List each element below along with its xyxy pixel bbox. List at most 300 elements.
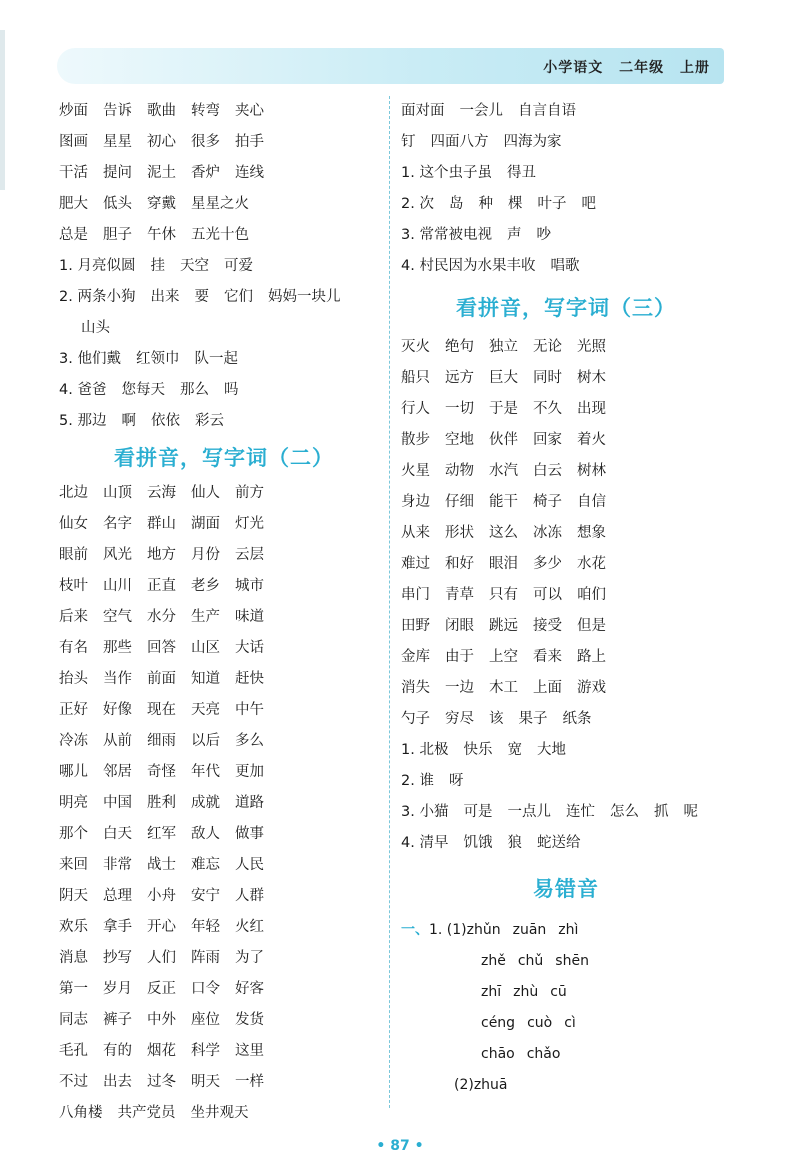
answer-line	[401, 127, 731, 158]
answer-word: 回家	[533, 432, 562, 448]
answer-word: 人群	[235, 888, 264, 904]
answer-word: 那么	[179, 382, 209, 398]
answer-word: 一会儿	[459, 103, 503, 119]
answer-word: 转弯	[191, 103, 220, 119]
pinyin-item: cuò	[527, 1015, 553, 1031]
answer-word: 回答	[147, 640, 176, 656]
answer-word: 来回	[59, 857, 88, 873]
answer-word: 一边	[445, 680, 474, 696]
answer-word: 1. 这个虫子虽	[401, 165, 492, 181]
answer-line	[59, 819, 379, 850]
answer-word: 挂	[150, 258, 165, 274]
answer-word: 船只	[401, 370, 430, 386]
pinyin-item: céng	[481, 1015, 516, 1031]
answer-word: 空气	[103, 609, 132, 625]
answer-word: 中外	[147, 1012, 176, 1028]
pinyin-item: zhù	[513, 984, 539, 1000]
answer-word: 纸条	[562, 711, 592, 727]
answer-word: 空地	[445, 432, 474, 448]
answer-word: 天亮	[191, 702, 220, 718]
answer-word: 青草	[445, 587, 474, 603]
answer-word: 生产	[191, 609, 220, 625]
answer-word: 棵	[507, 196, 523, 212]
answer-word: 冰冻	[533, 525, 562, 541]
answer-word: 那个	[59, 826, 88, 842]
section-title-3: 看拼音，写字词（三）	[456, 296, 676, 320]
answer-word: 快乐	[463, 742, 493, 758]
answer-word: 连线	[235, 165, 264, 181]
answer-line	[59, 189, 379, 220]
answer-word: 北边	[59, 485, 88, 501]
answer-word: 有名	[59, 640, 88, 656]
answer-word: 冷冻	[59, 733, 88, 749]
right-block-1	[401, 96, 731, 282]
answer-word: 好客	[235, 981, 264, 997]
answer-word: 四面八方	[430, 134, 489, 150]
answer-word: 动物	[445, 463, 474, 479]
answer-word: 很多	[191, 134, 220, 150]
answer-word: 蛇送给	[536, 835, 581, 851]
answer-word: 灭火	[401, 339, 430, 355]
answer-word: 风光	[103, 547, 132, 563]
answer-word: 正直	[147, 578, 176, 594]
answer-line	[59, 757, 379, 788]
answer-word: 中国	[103, 795, 132, 811]
answer-word: 火星	[401, 463, 430, 479]
answer-word: 宽	[507, 742, 522, 758]
answer-word: 四海为家	[503, 134, 562, 150]
pinyin-item: zhě	[481, 953, 506, 969]
answer-word: 可是	[463, 804, 493, 820]
answer-word: 绝句	[445, 339, 474, 355]
answer-word: 串门	[401, 587, 430, 603]
answer-word: 拿手	[103, 919, 132, 935]
answer-word: 和好	[445, 556, 474, 572]
answer-line	[59, 602, 379, 633]
answer-word: 香炉	[191, 165, 220, 181]
answer-word: 初心	[147, 134, 176, 150]
header-grade: 二年级	[619, 60, 665, 76]
answer-line	[59, 633, 379, 664]
answer-word: 那些	[103, 640, 132, 656]
pinyin-item: shēn	[555, 953, 589, 969]
answer-word: 彩云	[194, 413, 224, 429]
answer-word: 形状	[445, 525, 474, 541]
answer-word: 知道	[191, 671, 220, 687]
answer-word: 消息	[59, 950, 88, 966]
answer-word: 红领巾	[135, 351, 180, 367]
answer-word: 白云	[533, 463, 562, 479]
answer-word: 开心	[147, 919, 176, 935]
answer-word: 五光十色	[191, 227, 249, 243]
left-block-2	[59, 478, 379, 1129]
pinyin-item: zuān	[512, 922, 547, 938]
answer-word: 告诉	[103, 103, 132, 119]
pinyin-item: chǎo	[526, 1046, 561, 1062]
page-number: • 87 •	[376, 1138, 424, 1154]
answer-word: 这么	[489, 525, 518, 541]
answer-line	[401, 518, 731, 549]
pinyin-row	[401, 1039, 731, 1070]
answer-word: 非常	[103, 857, 132, 873]
answer-word: 发货	[235, 1012, 264, 1028]
answer-word: 星星之火	[191, 196, 249, 212]
answer-word: 饥饿	[463, 835, 493, 851]
answer-word: 闭眼	[445, 618, 474, 634]
answer-word: 水花	[577, 556, 606, 572]
answer-word: 人们	[147, 950, 176, 966]
answer-word: 伙伴	[489, 432, 518, 448]
answer-word: 泥土	[147, 165, 176, 181]
section-title-4: 易错音	[533, 877, 599, 901]
answer-word: 水汽	[489, 463, 518, 479]
answer-word: 不过	[59, 1074, 88, 1090]
answer-word: 做事	[235, 826, 264, 842]
answer-word: 大地	[536, 742, 566, 758]
answer-word: 4. 清早	[401, 835, 449, 851]
answer-word: 第一	[59, 981, 88, 997]
answer-word: 岛	[448, 196, 464, 212]
answer-word: 山区	[191, 640, 220, 656]
answer-word: 科学	[191, 1043, 220, 1059]
answer-line	[59, 375, 379, 406]
answer-word: 抬头	[59, 671, 88, 687]
answer-line	[401, 189, 731, 220]
header-volume: 上册	[680, 60, 710, 76]
pinyin-row	[401, 915, 731, 946]
answer-line	[59, 158, 379, 189]
answer-word: 为了	[235, 950, 264, 966]
answer-word: 无论	[533, 339, 562, 355]
answer-word: 呀	[448, 773, 464, 789]
answer-word: 后来	[59, 609, 88, 625]
answer-line	[59, 127, 379, 158]
answer-word: 干活	[59, 165, 88, 181]
answer-word: 毛孔	[59, 1043, 88, 1059]
answer-line	[59, 695, 379, 726]
answer-word: 群山	[147, 516, 176, 532]
answer-word: 得丑	[506, 165, 536, 181]
answer-line	[59, 313, 379, 344]
answer-word: 抄写	[103, 950, 132, 966]
answer-word: 好像	[103, 702, 132, 718]
answer-line	[59, 220, 379, 251]
answer-word: 红军	[147, 826, 176, 842]
answer-word: 坐井观天	[190, 1105, 249, 1121]
answer-word: 出来	[150, 289, 180, 305]
answer-line	[59, 850, 379, 881]
answer-word: 枝叶	[59, 578, 88, 594]
pinyin-row	[401, 946, 731, 977]
answer-word: 裤子	[103, 1012, 132, 1028]
answer-line	[59, 664, 379, 695]
answer-word: 呢	[683, 804, 698, 820]
answer-word: 散步	[401, 432, 430, 448]
pinyin-item: cì	[564, 1015, 576, 1031]
answer-word: 3. 常常被电视	[401, 227, 492, 243]
answer-line	[401, 766, 731, 797]
answer-word: 果子	[518, 711, 548, 727]
answer-line	[59, 1098, 379, 1129]
answer-word: 味道	[235, 609, 264, 625]
answer-line	[401, 394, 731, 425]
answer-word: 中午	[235, 702, 264, 718]
answer-line	[401, 487, 731, 518]
answer-word: 仙人	[191, 485, 220, 501]
answer-word: 过冬	[147, 1074, 176, 1090]
answer-word: 小舟	[147, 888, 176, 904]
answer-word: 4. 村民因为水果丰收	[401, 258, 536, 274]
answer-word: 着火	[577, 432, 606, 448]
answer-word: 依依	[150, 413, 180, 429]
answer-line	[401, 580, 731, 611]
answer-word: 山川	[103, 578, 132, 594]
answer-word: 椅子	[533, 494, 562, 510]
answer-line	[401, 704, 731, 735]
answer-word: 火红	[235, 919, 264, 935]
answer-word: 穿戴	[147, 196, 176, 212]
answer-word: 它们	[223, 289, 253, 305]
answer-word: 同时	[533, 370, 562, 386]
answer-word: 多少	[533, 556, 562, 572]
answer-word: 身边	[401, 494, 430, 510]
answer-word: 啊	[121, 413, 136, 429]
answer-line	[401, 549, 731, 580]
answer-word: 1. 月亮似圆	[59, 258, 136, 274]
answer-line	[59, 1067, 379, 1098]
header-subject: 小学语文	[543, 60, 604, 76]
header-banner	[57, 48, 724, 84]
answer-word: 天空	[179, 258, 209, 274]
answer-word: 同志	[59, 1012, 88, 1028]
answer-word: 明天	[191, 1074, 220, 1090]
answer-word: 总是	[59, 227, 88, 243]
answer-line	[59, 540, 379, 571]
answer-line	[59, 478, 379, 509]
answer-word: 总理	[103, 888, 132, 904]
answer-word: 面对面	[401, 103, 445, 119]
answer-word: 口令	[191, 981, 220, 997]
answer-word: 可以	[533, 587, 562, 603]
answer-word: 2. 谁	[401, 773, 434, 789]
answer-word: 座位	[191, 1012, 220, 1028]
answer-word: 巨大	[489, 370, 518, 386]
answer-line	[59, 881, 379, 912]
answer-word: 1. 北极	[401, 742, 449, 758]
answer-word: 明亮	[59, 795, 88, 811]
answer-word: 湖面	[191, 516, 220, 532]
answer-word: 该	[489, 711, 504, 727]
answer-word: 声	[506, 227, 522, 243]
answer-word: 水分	[147, 609, 176, 625]
answer-word: 眼泪	[489, 556, 518, 572]
answer-word: 午休	[147, 227, 176, 243]
answer-word: 要	[194, 289, 209, 305]
answer-line	[59, 943, 379, 974]
answer-word: 肥大	[59, 196, 88, 212]
answer-word: 赶快	[235, 671, 264, 687]
pinyin-item: chāo	[481, 1046, 515, 1062]
answer-line	[59, 96, 379, 127]
answer-word: 炒面	[59, 103, 88, 119]
answer-word: 山顶	[103, 485, 132, 501]
answer-word: 怎么	[609, 804, 639, 820]
answer-word: 烟花	[147, 1043, 176, 1059]
answer-line	[401, 673, 731, 704]
answer-word: 队一起	[194, 351, 238, 367]
answer-word: 眼前	[59, 547, 88, 563]
left-column	[59, 96, 379, 1129]
right-column	[401, 96, 731, 1101]
answer-line	[59, 788, 379, 819]
answer-word: 叶子	[537, 196, 567, 212]
answer-word: 这里	[235, 1043, 264, 1059]
answer-word: 月份	[191, 547, 220, 563]
answer-line	[59, 406, 379, 437]
answer-word: 连忙	[565, 804, 595, 820]
answer-word: 一切	[445, 401, 474, 417]
answer-word: 老乡	[191, 578, 220, 594]
pinyin-rows	[401, 946, 731, 1070]
answer-line	[59, 974, 379, 1005]
answer-word: 钉	[401, 134, 416, 150]
answer-word: 妈妈一块儿	[267, 289, 341, 305]
answer-line	[59, 509, 379, 540]
answer-line	[59, 251, 379, 282]
answer-word: 夹心	[235, 103, 264, 119]
answer-word: 2. 次	[401, 196, 434, 212]
answer-word: 吵	[536, 227, 551, 243]
answer-word: 上空	[489, 649, 518, 665]
answer-word: 行人	[401, 401, 430, 417]
answer-word: 更加	[235, 764, 264, 780]
answer-word: 吗	[223, 382, 239, 398]
answer-word: 以后	[191, 733, 220, 749]
answer-line	[401, 251, 731, 282]
answer-word: 金库	[401, 649, 430, 665]
page-edge-shadow	[0, 30, 5, 190]
answer-word: 独立	[489, 339, 518, 355]
pinyin-item: zhì	[558, 922, 579, 938]
answer-line	[59, 726, 379, 757]
pinyin-answers	[401, 915, 731, 1101]
answer-word: 消失	[401, 680, 430, 696]
answer-word: 安宁	[191, 888, 220, 904]
pinyin-last: (2)zhuā	[454, 1077, 508, 1093]
answer-word: 星星	[103, 134, 132, 150]
answer-word: 想象	[577, 525, 606, 541]
answer-word: 地方	[147, 547, 176, 563]
left-block-1	[59, 96, 379, 437]
answer-word: 细雨	[147, 733, 176, 749]
question-label: 一、	[401, 922, 429, 938]
answer-word: 阴天	[59, 888, 88, 904]
answer-word: 欢乐	[59, 919, 88, 935]
answer-word: 人民	[235, 857, 264, 873]
answer-word: 仔细	[445, 494, 474, 510]
answer-line	[59, 1036, 379, 1067]
answer-word: 难忘	[191, 857, 220, 873]
answer-word: 名字	[103, 516, 132, 532]
answer-word: 可爱	[223, 258, 253, 274]
answer-word: 接受	[533, 618, 562, 634]
answer-word: 从来	[401, 525, 430, 541]
pinyin-row	[401, 1008, 731, 1039]
answer-word: 共产党员	[117, 1105, 176, 1121]
answer-word: 八角楼	[59, 1105, 103, 1121]
answer-word: 上面	[533, 680, 562, 696]
answer-word: 前方	[235, 485, 264, 501]
answer-word: 3. 小猫	[401, 804, 449, 820]
answer-word: 咱们	[577, 587, 606, 603]
answer-word: 勺子	[401, 711, 430, 727]
answer-word: 哪儿	[59, 764, 88, 780]
answer-line	[59, 344, 379, 375]
answer-word: 能干	[489, 494, 518, 510]
answer-word: 阵雨	[191, 950, 220, 966]
pinyin-item: zhǔn	[466, 922, 501, 938]
answer-word: 年轻	[191, 919, 220, 935]
answer-line	[59, 912, 379, 943]
answer-word: 4. 爸爸	[59, 382, 107, 398]
answer-word: 从前	[103, 733, 132, 749]
answer-word: 山头	[81, 320, 110, 336]
answer-word: 种	[478, 196, 493, 212]
answer-line	[59, 282, 379, 313]
answer-word: 自言自语	[518, 103, 576, 119]
answer-line	[401, 611, 731, 642]
header-text	[543, 57, 710, 77]
answer-word: 只有	[489, 587, 518, 603]
pinyin-item: cū	[550, 984, 567, 1000]
answer-word: 正好	[59, 702, 88, 718]
answer-line	[401, 456, 731, 487]
answer-word: 现在	[147, 702, 176, 718]
answer-line	[401, 96, 731, 127]
answer-line	[401, 735, 731, 766]
answer-word: 胆子	[103, 227, 132, 243]
answer-word: 5. 那边	[59, 413, 107, 429]
answer-line	[401, 425, 731, 456]
answer-word: 当作	[103, 671, 132, 687]
answer-word: 狼	[507, 835, 522, 851]
answer-word: 看来	[533, 649, 562, 665]
answer-word: 难过	[401, 556, 430, 572]
answer-word: 白天	[103, 826, 132, 842]
answer-word: 道路	[235, 795, 264, 811]
pinyin-item: chǔ	[517, 953, 544, 969]
column-divider	[389, 96, 390, 1108]
answer-word: 有的	[103, 1043, 132, 1059]
answer-line	[59, 571, 379, 602]
answer-word: 于是	[489, 401, 518, 417]
answer-line	[401, 158, 731, 189]
answer-word: 跳远	[489, 618, 518, 634]
answer-word: 但是	[577, 618, 606, 634]
answer-word: 树林	[577, 463, 606, 479]
answer-line	[401, 220, 731, 251]
answer-word: 木工	[489, 680, 518, 696]
answer-word: 路上	[577, 649, 606, 665]
section-title-2: 看拼音，写字词（二）	[114, 446, 334, 470]
answer-line	[401, 797, 731, 828]
answer-word: 一样	[235, 1074, 264, 1090]
answer-word: 抓	[653, 804, 669, 820]
answer-word: 云海	[147, 485, 176, 501]
answer-word: 田野	[401, 618, 430, 634]
answer-word: 岁月	[103, 981, 132, 997]
answer-word: 奇怪	[147, 764, 176, 780]
